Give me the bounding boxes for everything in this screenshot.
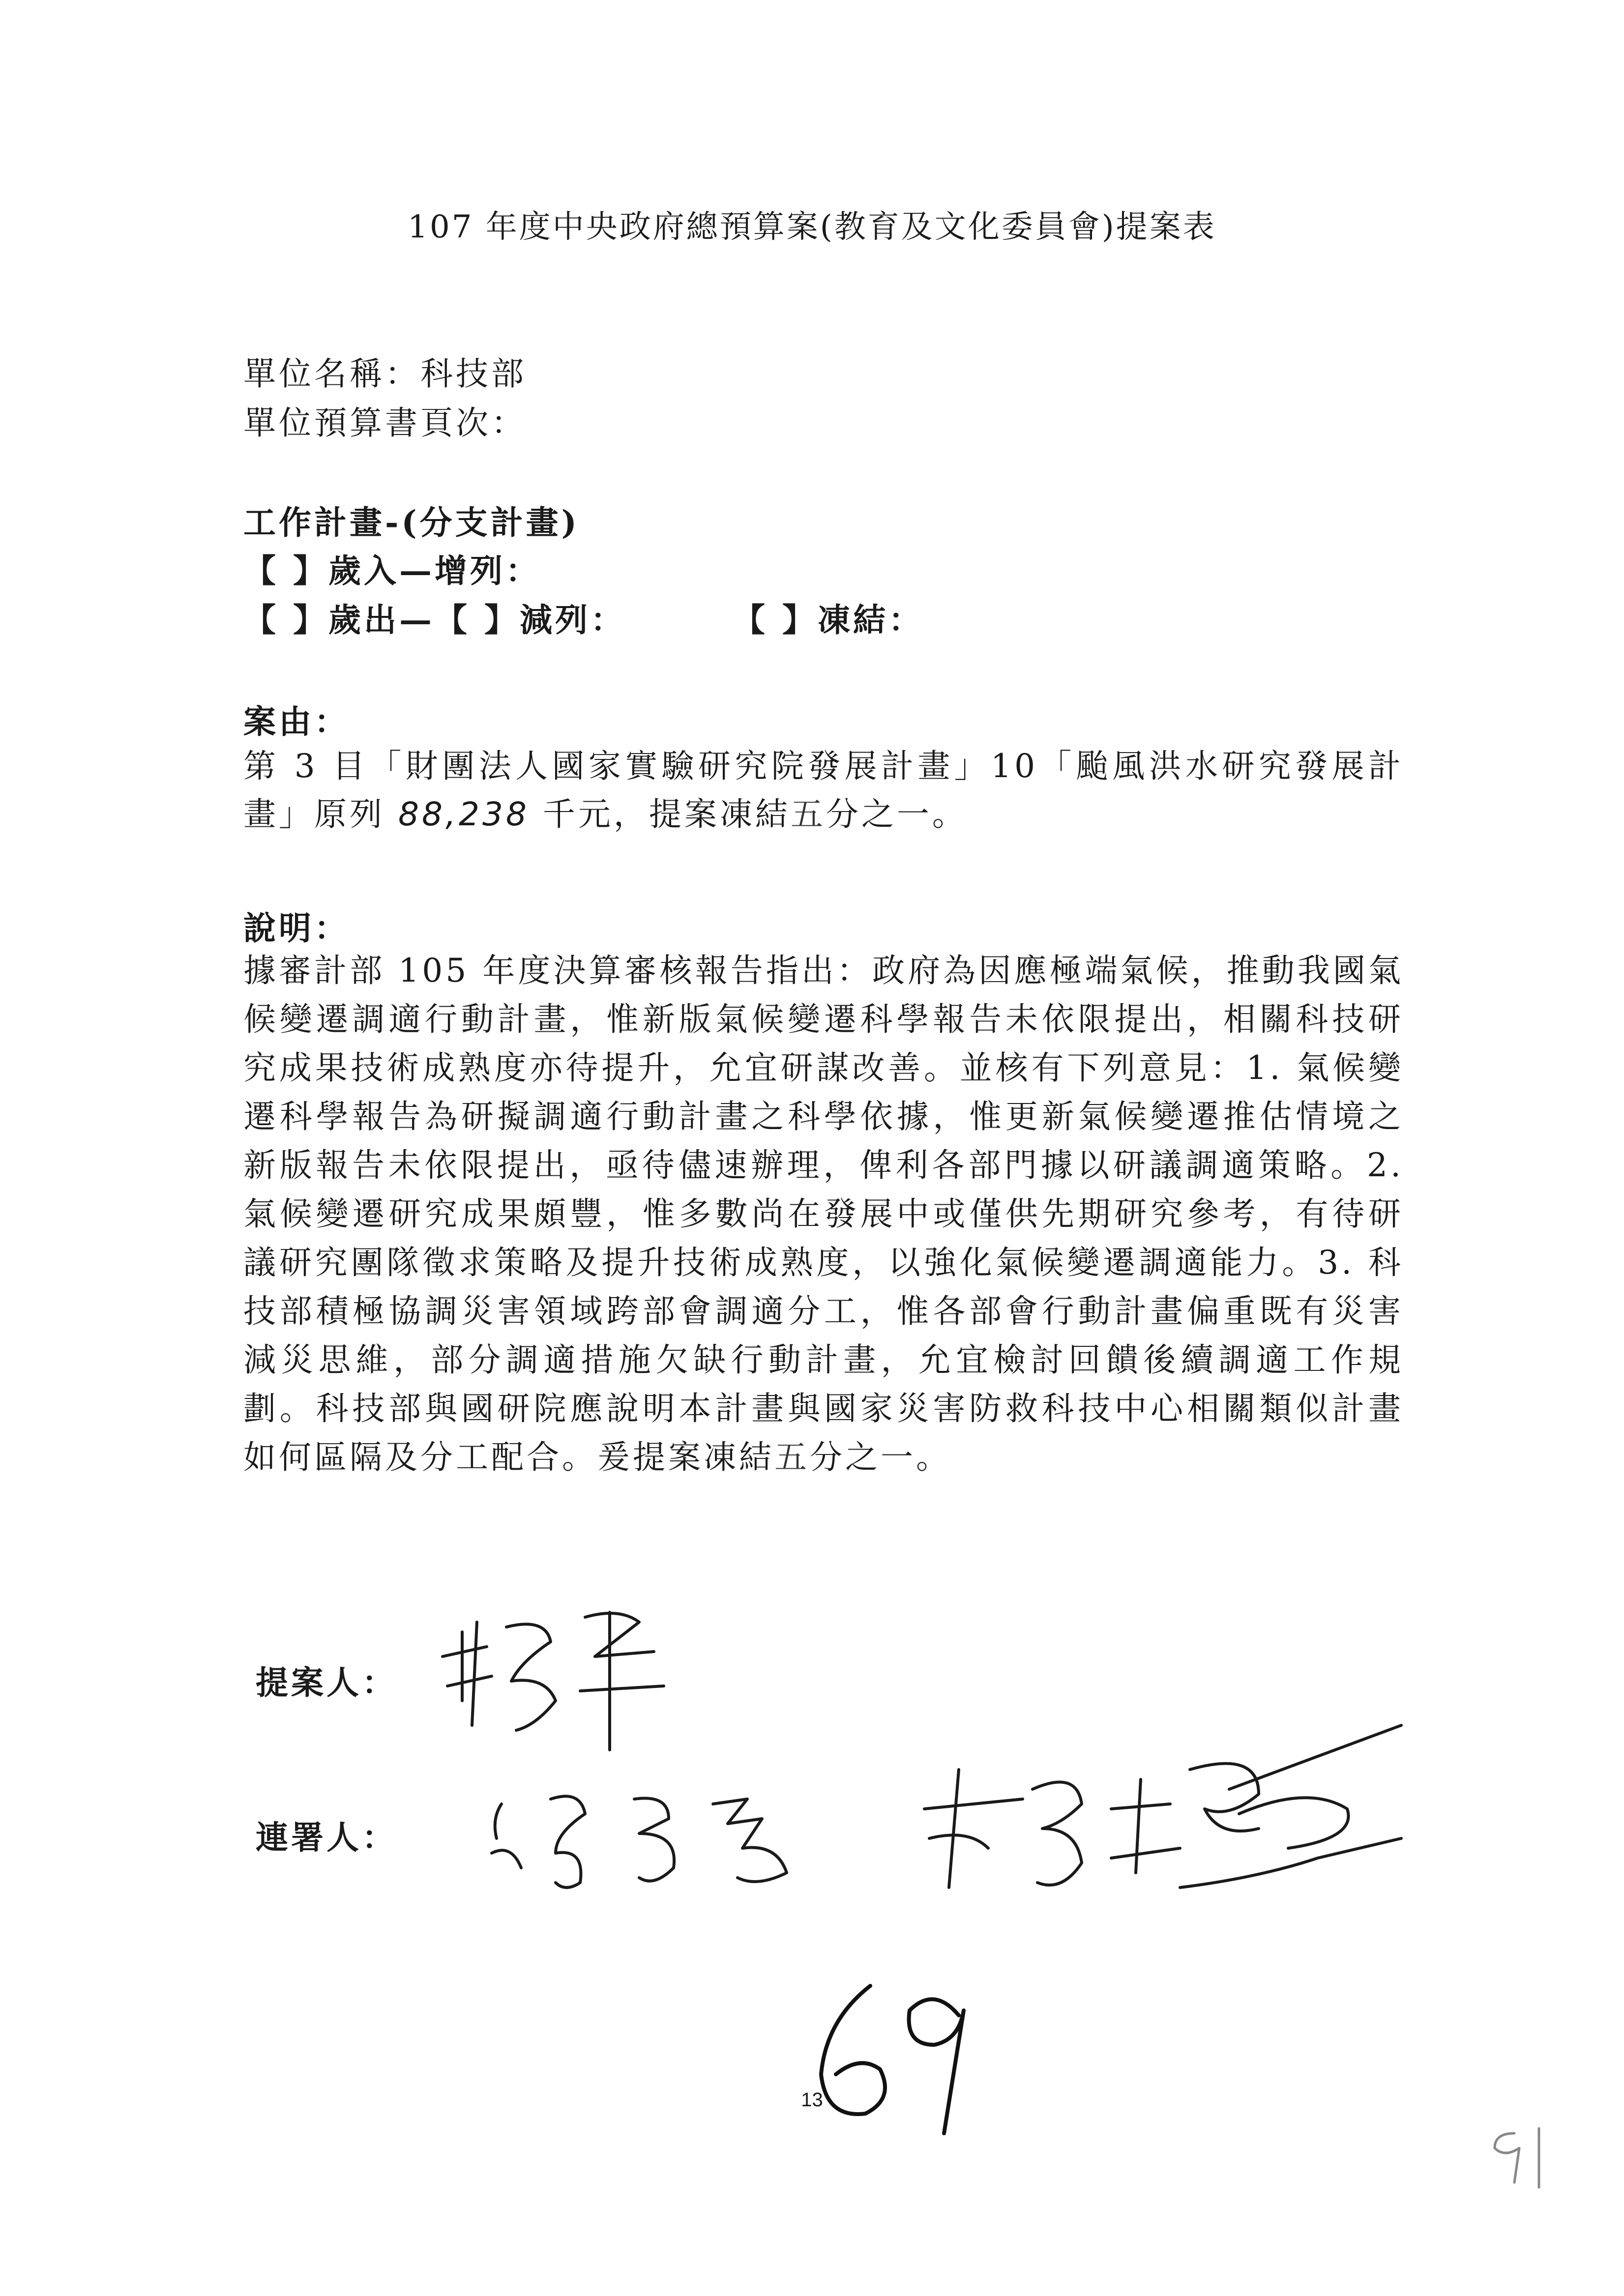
handwritten-amount: 88,238 xyxy=(398,795,530,833)
explanation-end: 分之一。 xyxy=(810,1438,951,1476)
case-text-part2: 千元，提案凍結 xyxy=(529,795,791,833)
unit-name-line xyxy=(243,355,527,393)
document-title: 107 年度中央政府總預算案(教育及文化委員會)提案表 xyxy=(408,209,1216,245)
case-heading: 案由： xyxy=(243,702,350,741)
case-text-part1: 第 3 目「財團法人國家實驗研究院發展計畫」10「颱風洪水研究發展計畫」原列 xyxy=(243,747,1404,833)
unit-name-label: 單位名稱： xyxy=(243,355,420,393)
cosigner-signature-1 xyxy=(482,1770,836,1897)
expense-decrease-line: 【 】歲出—【 】減列： xyxy=(243,601,626,639)
unit-name-value: 科技部 xyxy=(420,355,527,393)
cosigner-label: 連署人： xyxy=(256,1818,397,1857)
corner-handwritten-mark xyxy=(1485,2114,1573,2192)
explanation-body: 據審計部 105 年度決算審核報告指出：政府為因應極端氣候，推動我國氣候變遷調適行動計畫，惟新版氣候變遷科學報告未依限提出，相關科技研究成果技術成熟度亦待提升，允宜研謀改善。並核有下列意見：1. 氣候變遷科學報告為研擬調適行動計畫之科學依據，惟更新氣候變遷推估情境之新版報告未依限提出，亟待儘速辦理，俾利各部門據以研議調適策略。2. 氣候變遷研究成果頗豐，惟多數尚在發展中或僅供先期研究參考，有待研議研究團隊徵求策略及提升技術成熟度，以強化氣候變遷調適能力。3. 科技部積極協調災害領域跨部會調適分工，惟各部會行動計畫偏重既有災害減災思維，部分調適措施欠缺行動計畫，允宜檢討回饋後續調適工作規劃。科技部與國研院應說明本計畫與國家災害防救科技中心相關類似計畫如何區隔及分工配合。爰提案凍結 xyxy=(243,952,1404,1476)
case-text-part3: 分之一。 xyxy=(826,795,968,833)
handwritten-fraction: 五 xyxy=(790,795,826,833)
explanation-heading: 說明： xyxy=(243,909,350,947)
handwritten-fraction-2: 五 xyxy=(774,1438,810,1476)
page-number: 13 xyxy=(801,2089,823,2111)
revenue-increase-line: 【 】歲入—增列： xyxy=(243,552,541,590)
cosigner-signature-2 xyxy=(915,1711,1406,1917)
explanation-text xyxy=(243,946,1404,1482)
freeze-line: 【 】凍結： xyxy=(733,601,924,639)
work-plan-heading: 工作計畫-(分支計畫) xyxy=(243,503,580,542)
case-text xyxy=(243,742,1404,839)
proposer-signature xyxy=(433,1602,688,1765)
unit-page-line: 單位預算書頁次： xyxy=(243,404,527,442)
proposer-label: 提案人： xyxy=(256,1663,397,1702)
